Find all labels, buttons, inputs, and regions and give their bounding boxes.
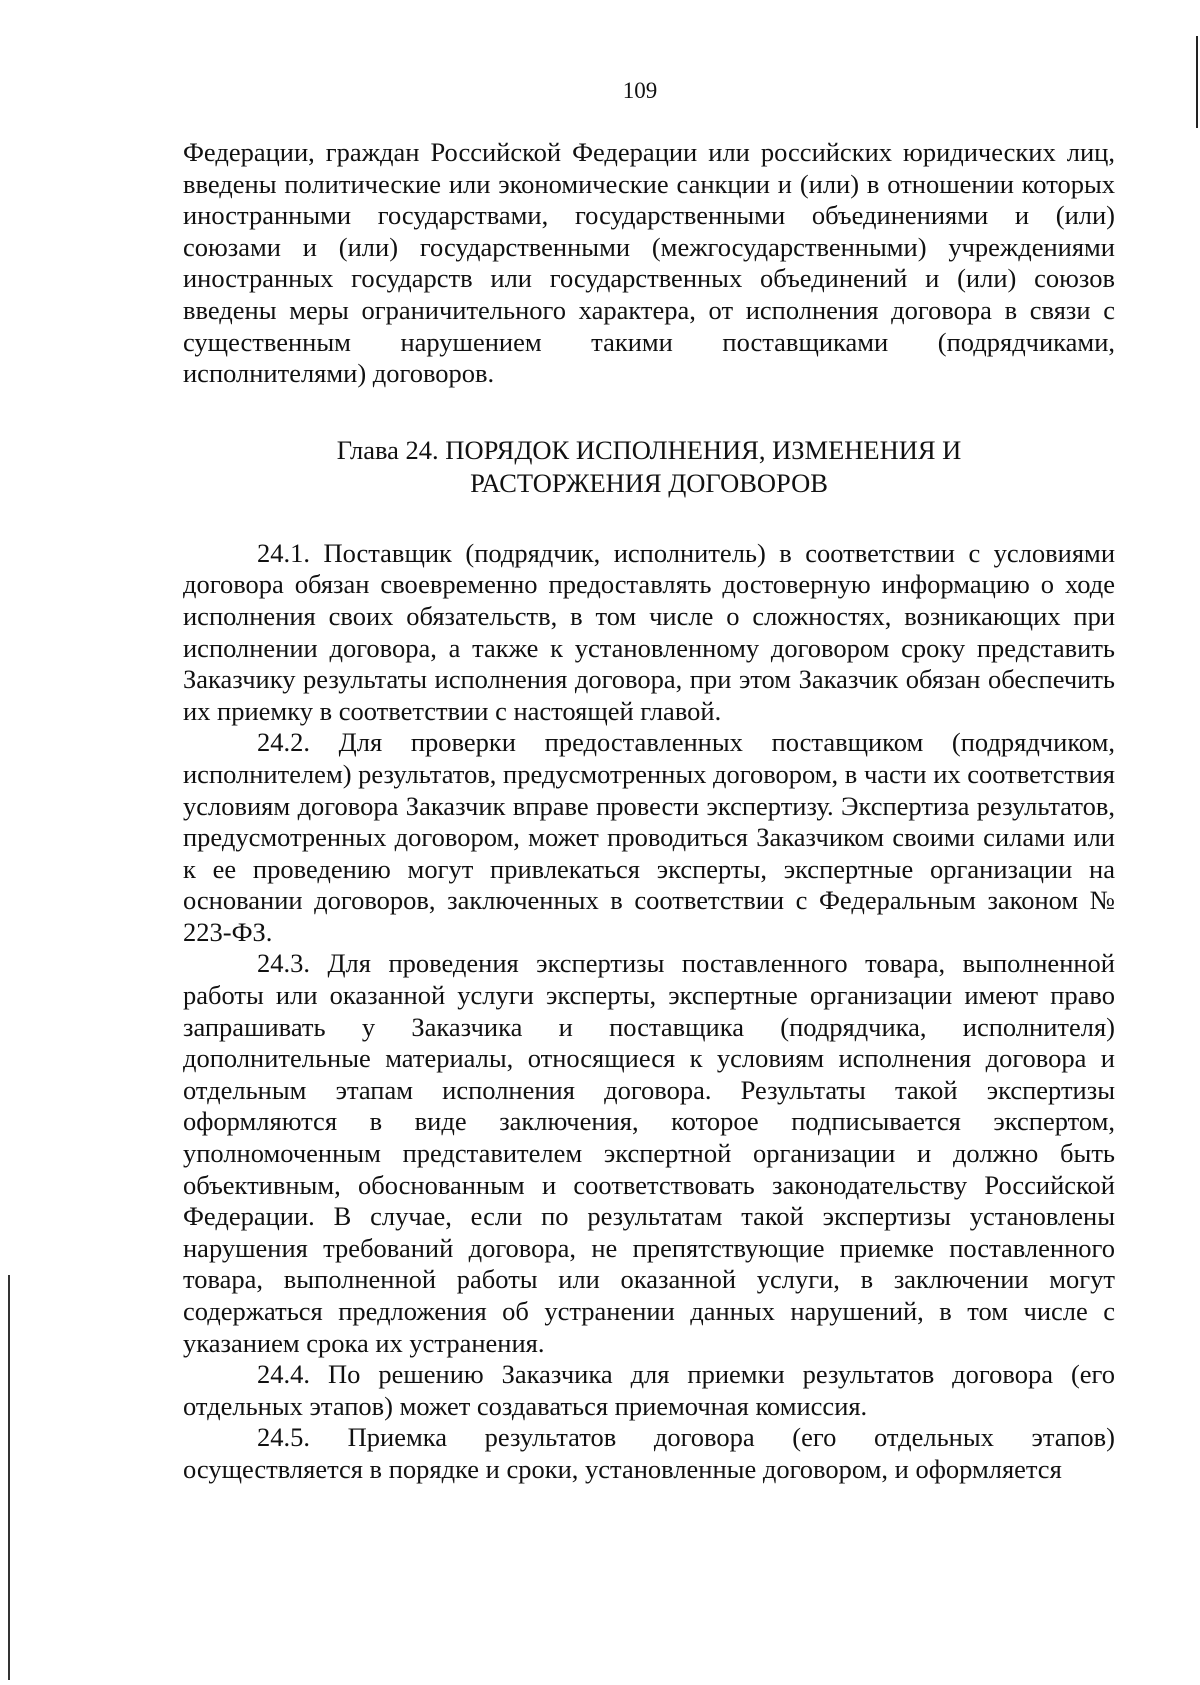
paragraph-24-4: 24.4. По решению Заказчика для приемки результатов договора (его отдельных этапов) может создаваться приемочная комиссия. bbox=[183, 1359, 1115, 1421]
paragraph-24-2: 24.2. Для проверки предоставленных поставщиком (подрядчиком, исполнителем) результатов, предусмотренных договором, в части их соответствия условиям договора Заказчик вправе провести экспертизу. Экспертиза результатов, предусмотренных договором, может проводиться Заказчиком своими силами или к ее проведению могут привлекаться эксперты, экспертные организации на основании договоров, заключенных в соответствии с Федеральным законом № 223-ФЗ. bbox=[183, 727, 1115, 947]
continuation-paragraph: Федерации, граждан Российской Федерации или российских юридических лиц, введены политические или экономические санкции и (или) в отношении которых иностранными государствами, государственными объединениями и (или) союзами и (или) государственными (межгосударственными) учреждениями иностранных государств или государственных объединений и (или) союзов введены меры ограничительного характера, от исполнения договора в связи с существенным нарушением такими поставщиками (подрядчиками, исполнителями) договоров. bbox=[183, 137, 1115, 389]
chapter-heading-line-2: РАСТОРЖЕНИЯ ДОГОВОРОВ bbox=[470, 467, 828, 498]
chapter-heading-line-1: Глава 24. ПОРЯДОК ИСПОЛНЕНИЯ, ИЗМЕНЕНИЯ И bbox=[336, 434, 962, 465]
paragraph-24-1: 24.1. Поставщик (подрядчик, исполнитель) в соответствии с условиями договора обязан своевременно предоставлять достоверную информацию о ходе исполнения своих обязательств, в том числе о сложностях, возникающих при исполнении договора, а также к установленному договором сроку представить Заказчику результаты исполнения договора, при этом Заказчик обязан обеспечить их приемку в соответствии с настоящей главой. bbox=[183, 537, 1115, 726]
paragraph-24-3: 24.3. Для проведения экспертизы поставленного товара, выполненной работы или оказанной услуги эксперты, экспертные организации имеют право запрашивать у Заказчика и поставщика (подрядчика, исполнителя) дополнительные материалы, относящиеся к условиям исполнения договора и отдельным этапам исполнения договора. Результаты такой экспертизы оформляются в виде заключения, которое подписывается экспертом, уполномоченным представителем экспертной организации и должно быть объективным, обоснованным и соответствовать законодательству Российской Федерации. В случае, если по результатам такой экспертизы установлены нарушения требований договора, не препятствующие приемке поставленного товара, выполненной работы или оказанной услуги, в заключении могут содержаться предложения об устранении данных нарушений, в том числе с указанием срока их устранения. bbox=[183, 948, 1115, 1358]
paragraph-24-5: 24.5. Приемка результатов договора (его отдельных этапов) осуществляется в порядке и сроки, установленные договором, и оформляется bbox=[183, 1422, 1115, 1484]
scan-edge-line-left bbox=[8, 1275, 10, 1680]
page-number: 109 bbox=[622, 78, 658, 103]
document-body bbox=[183, 137, 1115, 1486]
chapter-heading bbox=[183, 434, 1115, 500]
